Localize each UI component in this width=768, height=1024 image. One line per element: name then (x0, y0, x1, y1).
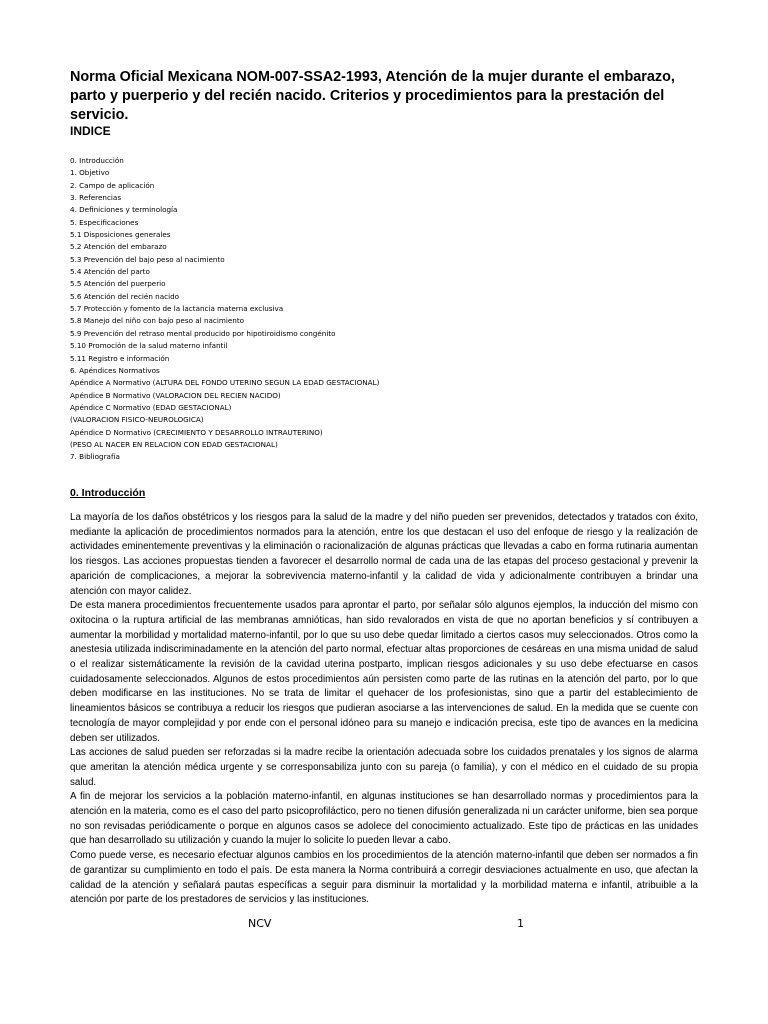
toc-item: 1. Objetivo (70, 168, 110, 178)
footer-page-number: 1 (517, 917, 524, 930)
toc-item: 5.6 Atención del recién nacido (70, 291, 180, 301)
body-paragraph: A fin de mejorar los servicios a la población materno-infantil, en algunas instituciones se han desarrollado normas y procedimientos para la atención en la materia, como es el caso del parto psicoprofiláctico, pero no tienen difusión generalizada ni un carácter uniforme, bien sea porque no son revisadas periódicamente o porque en algunos casos se adolece del conocimiento actualizado. Este tipo de prácticas en las unidades que han desarrollado su utilización y cuando la mujer lo solicite lo pueden llevar a cabo. (70, 791, 698, 847)
toc-item: 5.11 Registro e información (70, 353, 170, 363)
toc-item: 3. Referencias (70, 193, 122, 203)
toc-item: 5.9 Prevención del retraso mental producido por hipotiroidismo congénito (70, 328, 336, 338)
index-heading: INDICE (70, 124, 111, 138)
toc-item: 4. Definiciones y terminología (70, 205, 178, 215)
toc-item: 7. Bibliografía (70, 452, 120, 462)
toc-item: 5.8 Manejo del niño con bajo peso al nacimiento (70, 316, 245, 326)
toc-item: 5. Especificaciones (70, 217, 139, 227)
toc-item: Apéndice C Normativo (EDAD GESTACIONAL) (70, 402, 232, 412)
body-paragraph: Como puede verse, es necesario efectuar algunos cambios en los procedimientos de la atención materno-infantil que deben ser normados a fin de garantizar su cumplimiento en todo el país. De esta manera la Norma contribuirá a corregir desviaciones actualmente en uso, que afectan la calidad de la atención y señalará pautas específicas a seguir para disminuir la mortalidad y la morbilidad materna e infantil, atribuible a la atención por parte de los prestadores de servicios y las instituciones. (70, 850, 698, 906)
body-paragraph: La mayoría de los daños obstétricos y los riesgos para la salud de la madre y del niño pueden ser prevenidos, detectados y tratados con éxito, mediante la aplicación de procedimientos normados para la atención, entre los que destacan el uso del enfoque de riesgo y la realización de actividades eminentemente preventivas y la eliminación o racionalización de algunas prácticas que llevadas a cabo en forma rutinaria aumentan los riesgos. Las acciones propuestas tienden a favorecer el desarrollo normal de cada una de las etapas del proceso gestacional y prevenir la aparición de complicaciones, a mejorar la sobrevivencia materno-infantil y la calidad de vida y adicionalmente contribuyen a brindar una atención con mayor calidez. (70, 512, 698, 597)
toc-item: 5.7 Protección y fomento de la lactancia materna exclusiva (70, 304, 284, 314)
toc-item: 5.10 Promoción de la salud materno infantil (70, 341, 228, 351)
toc-item: (PESO AL NACER EN RELACION CON EDAD GESTACIONAL) (70, 439, 278, 449)
table-of-contents (70, 155, 690, 464)
document-title: Norma Oficial Mexicana NOM-007-SSA2-1993, Atención de la mujer durante el embarazo, parto y puerperio y del recién nacido. Criterios y procedimientos para la prestación del servicio. (70, 69, 675, 123)
toc-item: 5.4 Atención del parto (70, 267, 150, 277)
toc-item: 5.5 Atención del puerperio (70, 279, 166, 289)
section-heading-introduccion: 0. Introducción (70, 487, 146, 499)
introduction-body (70, 511, 698, 908)
body-paragraph: Las acciones de salud pueden ser reforzadas si la madre recibe la orientación adecuada sobre los cuidados prenatales y los signos de alarma que ameritan la atención médica urgente y se corresponsabiliza junto con su pareja (o familia), y con el médico en el cuidado de su propia salud. (70, 747, 698, 788)
footer-author: NCV (248, 917, 272, 930)
toc-item: Apéndice B Normativo (VALORACION DEL RECIEN NACIDO) (70, 390, 281, 400)
body-paragraph: De esta manera procedimientos frecuentemente usados para aprontar el parto, por señalar sólo algunos ejemplos, la inducción del mismo con oxitocina o la ruptura artificial de las membranas amnióticas, han sido revalorados en vista de que no aportan beneficios y sí contribuyen a aumentar la morbilidad y mortalidad materno-infantil, por lo que su uso debe quedar limitado a ciertos casos muy seleccionados. Otros como la anestesia utilizada indiscriminadamente en la atención del parto normal, efectuar altas proporciones de cesáreas en una misma unidad de salud o el realizar sistemáticamente la revisión de la cavidad uterina postparto, implican riesgos adicionales y su uso debe efectuarse en casos cuidadosamente seleccionados. Algunos de estos procedimientos aún persisten como parte de las rutinas en la atención del parto, por lo que deben modificarse en las instituciones. No se trata de limitar el quehacer de los profesionistas, sino que a partir del establecimiento de lineamientos básicos se contribuya a reducir los riesgos que pudieran asociarse a las intervenciones de salud. En la medida que se cuente con tecnología de mayor complejidad y por ende con el personal idóneo para su manejo e indicación precisa, este tipo de avances en la medicina deben ser utilizados. (70, 600, 698, 744)
toc-item: Apéndice D Normativo (CRECIMIENTO Y DESARROLLO INTRAUTERINO) (70, 427, 323, 437)
toc-item: 2. Campo de aplicación (70, 180, 155, 190)
toc-item: Apéndice A Normativo (ALTURA DEL FONDO UTERINO SEGUN LA EDAD GESTACIONAL) (70, 378, 380, 388)
toc-item: 5.3 Prevención del bajo peso al nacimiento (70, 254, 225, 264)
toc-item: 5.1 Disposiciones generales (70, 230, 171, 240)
toc-item: 6. Apéndices Normativos (70, 365, 160, 375)
toc-item: (VALORACION FISICO-NEUROLOGICA) (70, 415, 204, 425)
toc-item: 5.2 Atención del embarazo (70, 242, 167, 252)
toc-item: 0. Introducción (70, 156, 124, 165)
